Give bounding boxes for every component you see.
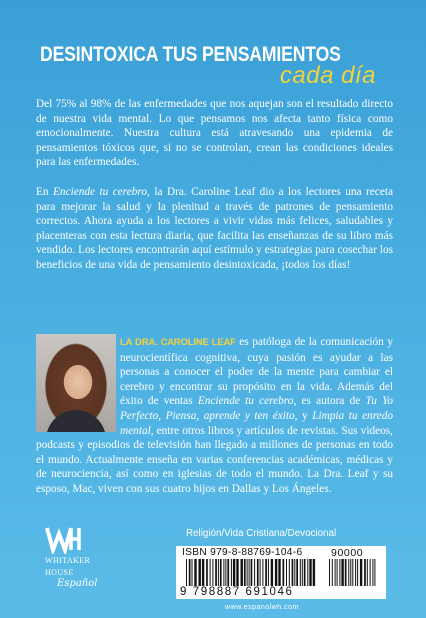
barcode-stripe: [292, 559, 294, 586]
barcode-stripe: [296, 559, 298, 586]
text-span: , es autora de: [293, 395, 366, 408]
barcode-stripe: [202, 559, 204, 586]
barcode-stripe: [227, 559, 229, 586]
barcode-stripe: [260, 559, 261, 586]
barcode: [176, 546, 386, 599]
barcode-stripe: [357, 559, 358, 586]
barcode-stripe: [341, 559, 343, 586]
book-title: Limpia tu enredo mental,: [120, 409, 393, 437]
description-paragraph: [36, 185, 393, 273]
barcode-stripe: [262, 559, 263, 586]
barcode-stripe: [199, 559, 201, 586]
barcode-stripe: [218, 559, 219, 586]
barcode-stripe: [370, 559, 371, 586]
barcode-number: 9 798887 691046: [180, 586, 294, 598]
barcode-stripe: [300, 559, 301, 586]
barcode-stripe: [268, 559, 269, 586]
barcode-stripe: [294, 559, 295, 586]
barcode-stripe: [186, 559, 187, 586]
barcode-stripe: [257, 559, 259, 586]
barcode-stripe: [275, 559, 277, 586]
barcode-stripe: [241, 559, 243, 586]
headline-script: cada día: [279, 62, 376, 89]
barcode-stripe: [192, 559, 193, 586]
price-barcode-bars: [329, 559, 379, 587]
barcode-stripe: [206, 559, 208, 586]
barcode-stripe: [283, 559, 285, 586]
text-span: entre otros libros y artículos de revistas. Sus videos, podcasts y episodios de televisión han llegado a millones de personas en todo el mundo. Actualmente enseña en varias conferencias académicas, médicas y de neurociencia, así como en iglesias de todo el mundo. La Dra. Leaf y su esposo, Mac, viven con sus cuatro hijos en Dallas y Los Ángeles.: [36, 424, 393, 495]
barcode-stripe: [367, 559, 368, 586]
barcode-stripe: [244, 559, 246, 586]
barcode-stripe: [348, 559, 349, 586]
barcode-bars: [186, 559, 318, 587]
wh-logo-icon: [45, 526, 81, 554]
barcode-stripe: [335, 559, 336, 586]
barcode-stripe: [374, 559, 375, 586]
barcode-stripe: [210, 559, 211, 586]
text-span: En: [36, 186, 54, 198]
barcode-stripe: [236, 559, 238, 586]
text-span: , la Dra. Caroline Leaf dio a los lectores una receta para mejorar la salud y la plenitud a través de patrones de pensamiento correctos. Ahora ayuda a los lectores a vivir vidas más felices, saludables y placenteras con esta lectura diaria, que facilita las enseñanzas de su libro más vendido. Los lectores encontrarán aquí estímulo y estrategias para cosechar los beneficios de una vida de pensamiento desintoxicada, ¡todos los días!: [36, 186, 393, 271]
text-span: es patóloga de la comunicación y neurocientífica cognitiva, cuya pasión es ayudar a las personas a conocer el poder de la mente para cambiar el cerebro y encontrar su propósito en la vida. Además del éxito de ventas: [120, 336, 393, 408]
book-title: Tu Yo Perfecto, Piensa, aprende y ten éxito,: [120, 395, 393, 422]
publisher-name-line2: HOUSE: [45, 568, 74, 577]
barcode-stripe: [302, 559, 303, 586]
barcode-stripe: [313, 559, 315, 586]
barcode-stripe: [360, 559, 362, 586]
author-name: LA DRA. CAROLINE LEAF: [120, 337, 236, 348]
barcode-stripe: [339, 559, 340, 586]
publisher-name-line1: WHITAKER: [45, 556, 91, 565]
price-code: 90000: [331, 547, 364, 559]
category-label: Religión/Vida Cristiana/Devocional: [186, 528, 337, 539]
barcode-stripe: [350, 559, 351, 586]
barcode-stripe: [249, 559, 250, 586]
barcode-stripe: [233, 559, 235, 586]
barcode-stripe: [364, 559, 366, 586]
barcode-stripe: [286, 559, 287, 586]
barcode-stripe: [231, 559, 232, 586]
barcode-stripe: [265, 559, 267, 586]
publisher-logo: [45, 526, 125, 596]
barcode-stripe: [254, 559, 255, 586]
barcode-stripe: [220, 559, 222, 586]
author-bio: [36, 335, 393, 497]
barcode-stripe: [332, 559, 333, 586]
publisher-name-line3: Español: [57, 578, 98, 589]
isbn-text: ISBN 979-8-88769-104-6: [182, 547, 303, 558]
barcode-stripe: [309, 559, 311, 586]
barcode-stripe: [355, 559, 356, 586]
text-span: y: [297, 409, 313, 422]
barcode-stripe: [352, 559, 353, 586]
barcode-stripe: [215, 559, 217, 586]
book-title: Enciende tu cerebro: [53, 186, 148, 198]
barcode-stripe: [307, 559, 308, 586]
barcode-stripe: [271, 559, 273, 586]
barcode-stripe: [223, 559, 224, 586]
book-title: Enciende tu cerebro: [197, 395, 294, 408]
barcode-stripe: [189, 559, 191, 586]
barcode-stripe: [289, 559, 290, 586]
website-url: www.espanolwh.com: [225, 604, 299, 611]
barcode-stripe: [372, 559, 373, 586]
barcode-stripe: [345, 559, 347, 586]
headline-title: DESINTOXICA TUS PENSAMIENTOS: [40, 42, 341, 66]
barcode-stripe: [304, 559, 306, 586]
intro-paragraph: Del 75% al 98% de las enfermedades que nos aquejan son el resultado directo de nuestra vida mental. Lo que pensamos nos afecta tanto física como emocionalmente. Nuestra cultura está atravesando una epidemia de pensamientos tóxicos que, si no se controlan, crean las condiciones ideales para las enfermedades.: [36, 98, 393, 169]
barcode-stripe: [329, 559, 330, 586]
barcode-stripe: [337, 559, 338, 586]
barcode-stripe: [212, 559, 213, 586]
barcode-stripe: [251, 559, 253, 586]
barcode-stripe: [194, 559, 196, 586]
barcode-stripe: [247, 559, 248, 586]
barcode-stripe: [225, 559, 226, 586]
barcode-stripe: [278, 559, 280, 586]
